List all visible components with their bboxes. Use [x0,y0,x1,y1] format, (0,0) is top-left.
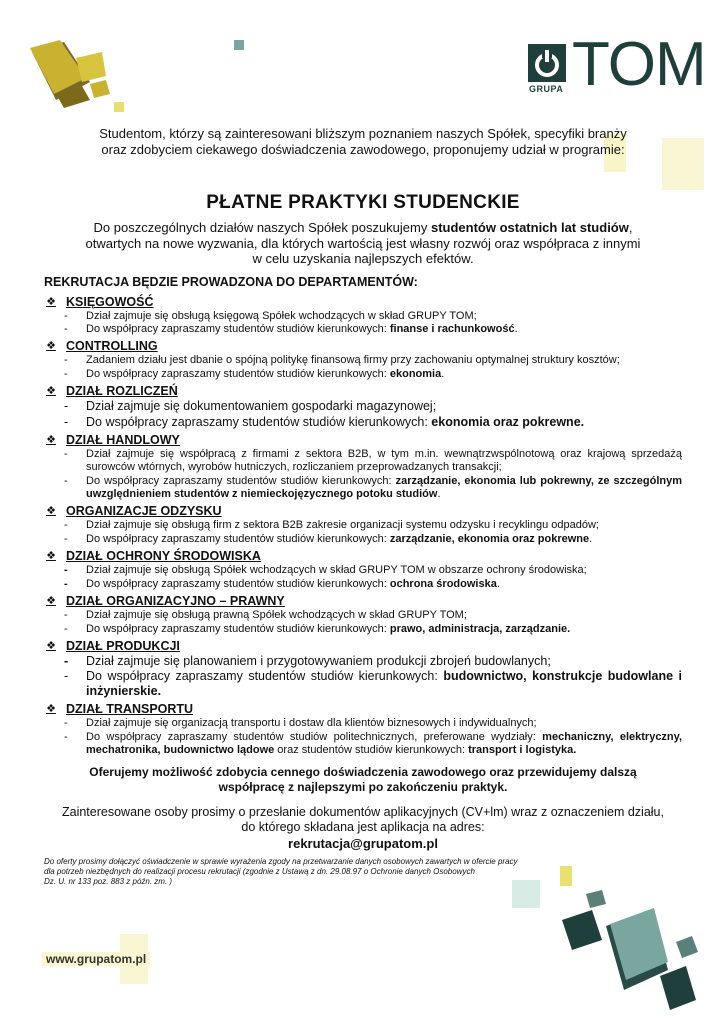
logo-subtext: GRUPA [529,84,564,94]
bullet-text: Do współpracy zapraszamy studentów studiów kierunkowych: [86,532,390,545]
list-item: - Dział zajmuje się obsługą prawną Spółek wchodzących w skład GRUPY TOM; [44,609,682,622]
bullet-mid: oraz studentów studiów kierunkowych: [274,744,469,757]
list-item: - Do współpracy zapraszamy studentów studiów kierunkowych: ekonomia oraz pokrewne. [64,414,585,429]
note-line-2: dla potrzeb niezbędnych do realizacji procesu rekrutacji (zgodnie z Ustawą z dn. 29.08.97 o Ochronie danych Osobowych [44,867,475,877]
section-title: DZIAŁ PRODUKCJI [66,638,180,653]
list-item: - Do współpracy zapraszamy studentów studiów kierunkowych: budownictwo, konstrukcje budowlane i inżynierskie. [64,669,682,699]
section-dzial-produkcji [44,639,682,700]
bullet-text: Do współpracy zapraszamy studentów studiów kierunkowych: [86,577,390,590]
section-heading [44,549,682,564]
section-controlling [44,339,682,381]
bullet-text: Dział zajmuje się obsługą firm z sektora B2B zakresie organizacji systemu odzysku i recyklingu odpadów; [86,519,599,532]
list-item: - Dział zajmuje się organizacją transportu i dostaw dla klientów biznesowych i indywidualnych; [44,717,682,730]
list-item: - Dział zajmuje się planowaniem i przygotowywaniem produkcji zbrojeń budowlanych; [44,654,682,669]
contact-line-1: Zainteresowane osoby prosimy o przesłanie dokumentów aplikacyjnych (CV+lm) wraz z oznaczeniem działu, [61,805,664,820]
bullet-text: Dział zajmuje się obsługą księgową Spółek wchodzących w skład GRUPY TOM; [86,309,477,322]
list-item: - Dział zajmuje się obsługą Spółek wchodzących w skład GRUPY TOM w obszarze ochrony środowiska; [44,564,682,577]
section-heading [44,639,682,654]
bullet-text: Do współpracy zapraszamy studentów studiów kierunkowych: [86,368,390,381]
list-item: - Zadaniem działu jest dbanie o spójną politykę finansową firmy przy zachowaniu optymalnej struktury kosztów; [44,354,682,367]
section-organizacje-odzysku [44,504,682,546]
bullet-text: Do współpracy zapraszamy studentów studiów kierunkowych: [86,669,444,684]
list-item: - Do współpracy zapraszamy studentów studiów politechnicznych, preferowane wydziały: mechaniczny, elektryczny, mechatronika, budownictwo lądowe oraz studentów studiów kierunkowych: transport i logistyka. [64,731,683,757]
section-heading [44,433,682,448]
section-title: DZIAŁ ORGANIZACYJNO – PRAWNY [66,593,285,608]
decorative-tiles-bottom-right [556,890,704,1020]
bullet-bold: zarządzanie, ekonomia oraz pokrewne [389,532,590,545]
section-title: ORGANIZACJE ODZYSKU [66,504,222,519]
section-heading [44,339,682,354]
document-body [44,126,682,887]
bullet-end: . [437,487,441,500]
list-item: - Dział zajmuje się dokumentowaniem gospodarki magazynowej; [44,399,682,414]
lead-text [44,220,682,267]
logo-mark-icon [528,44,566,82]
bullet-text: Do współpracy zapraszamy studentów studiów kierunkowych: [86,622,390,635]
bullet-end: . [589,532,593,545]
intro-text [44,126,682,158]
diamond-bullet-icon: ❖ [46,594,56,607]
bullet-text: Zadaniem działu jest dbanie o spójną politykę finansową firmy przy zachowaniu optymalnej struktury kosztów; [86,354,620,367]
bullet-end: . [496,577,500,590]
bullet-end: . [441,368,445,381]
list-item: - Dział zajmuje się obsługą firm z sektora B2B zakresie organizacji systemu odzysku i recyklingu odpadów; [44,519,682,532]
contact-email-link[interactable]: rekrutacja@grupatom.pl [288,836,438,852]
section-heading [44,295,682,310]
intro-line-2: oraz zdobyciem ciekawego doświadczenia zawodowego, proponujemy udział w programie: [101,142,625,157]
list-item: - Do współpracy zapraszamy studentów studiów kierunkowych: zarządzanie, ekonomia oraz pokrewne. [64,532,593,545]
bullet-bold: prawo, administracja, zarządzanie. [389,622,571,635]
offer-text [44,765,682,795]
bullet-text: Do współpracy zapraszamy studentów studiów politechnicznych, preferowane wydziały: [86,731,543,744]
section-title: KSIĘGOWOŚĆ [66,294,154,309]
lead-part-e: w celu uzyskania najlepszych efektów. [252,251,474,266]
offer-line-2: współpracę z najlepszymi po zakończeniu praktyk. [218,780,508,795]
lead-part-a: Do poszczególnych działów naszych Spółek poszukujemy [93,220,431,235]
diamond-bullet-icon: ❖ [46,340,56,353]
teal-square-decor [234,40,244,50]
gold-tile-icon [30,40,124,112]
diamond-bullet-icon: ❖ [46,505,56,518]
bullet-bold: mechaniczny, elektryczny, mechatronika, budownictwo lądowe [86,731,683,757]
bullet-text: Dział zajmuje się obsługą prawną Spółek wchodzących w skład GRUPY TOM; [86,608,467,621]
intro-line-1: Studentom, którzy są zainteresowani bliższym poznaniem naszych Spółek, specyfiki branży [99,126,627,141]
list-item: - Do współpracy zapraszamy studentów studiów kierunkowych: ekonomia. [64,368,445,381]
lead-part-bold: studentów ostatnich lat studiów [430,220,629,235]
section-title: DZIAŁ ROZLICZEŃ [66,384,178,399]
section-title: DZIAŁ OCHRONY ŚRODOWISKA [66,549,261,564]
bullet-text: Do współpracy zapraszamy studentów studiów kierunkowych: [86,323,390,336]
diamond-bullet-icon: ❖ [46,703,56,716]
note-line-1: Do oferty prosimy dołączyć oświadczenie w sprawie wyrażenia zgody na przetwarzanie danych osobowych zawartych w ofercie pracy [44,857,518,867]
note-line-3: Dz. U. nr 133 poz. 883 z późn. zm. ) [44,877,173,887]
list-item: - Do współpracy zapraszamy studentów studiów kierunkowych: zarządzanie, ekonomia lub pokrewny, ze szczególnym uwzględnieniem studentów z niemieckojęzycznego potoku studiów. [64,474,682,500]
bullet-text: Do współpracy zapraszamy studentów studiów kierunkowych: [86,414,432,429]
contact-line-2: do którego składana jest aplikacja na adres: [241,820,485,835]
departments-heading: REKRUTACJA BĘDZIE PROWADZONA DO DEPARTAMENTÓW: [44,274,418,289]
contact-text [44,805,682,835]
diamond-bullet-icon: ❖ [46,385,56,398]
offer-line-1: Oferujemy możliwość zdobycia cennego doświadczenia zawodowego oraz przewidujemy dalszą [89,765,637,780]
list-item: - Do współpracy zapraszamy studentów studiów kierunkowych: ochrona środowiska. [64,577,500,590]
bullet-bold: ekonomia [389,368,442,381]
list-item: - Do współpracy zapraszamy studentów studiów kierunkowych: finanse i rachunkowość. [64,323,518,336]
diamond-bullet-icon: ❖ [46,639,56,652]
section-ksiegowosc [44,295,682,337]
website-link[interactable]: www.grupatom.pl [42,952,150,966]
bullet-text: Dział zajmuje się organizacją transportu i dostaw dla klientów biznesowych i indywidualnych; [86,717,537,730]
decorative-tiles-top-left [26,38,138,120]
bullet-bold: finanse i rachunkowość [389,323,515,336]
bullet-text: Dział zajmuje się obsługą Spółek wchodzących w skład GRUPY TOM w obszarze ochrony środowiska; [86,564,587,577]
bullet-text: Dział zajmuje się współpracą z firmami z sektora B2B, w tym m.in. wewnątrzwspólnotową oraz krajową sprzedażą surowców wtórnych, wyrobów hutniczych, rozliczaniem przeprowadzanych transakcji; [86,447,682,474]
list-item: - Do współpracy zapraszamy studentów studiów kierunkowych: prawo, administracja, zarządzanie. [64,622,571,635]
logo-text: TOM [572,30,706,99]
page-title: PŁATNE PRAKTYKI STUDENCKIE [206,192,520,213]
bullet-bold: zarządzanie, ekonomia lub pokrewny, ze szczególnym uwzględnieniem studentów z niemieckojęzycznego potoku studiów [86,474,682,500]
section-heading [44,504,682,519]
bullet-text: Do współpracy zapraszamy studentów studiów kierunkowych: [86,474,396,487]
bullet-bold-2: transport i logistyka. [468,744,577,757]
legal-note [44,857,604,887]
bullet-end: . [514,323,518,336]
diamond-bullet-icon: ❖ [46,433,56,446]
section-title: DZIAŁ TRANSPORTU [66,702,194,717]
bullet-text: Dział zajmuje się planowaniem i przygotowywaniem produkcji zbrojeń budowlanych; [86,653,551,668]
section-dzial-organizacyjno-prawny [44,594,682,636]
section-dzial-handlowy [44,433,682,501]
diamond-bullet-icon: ❖ [46,550,56,563]
diamond-bullet-icon: ❖ [46,295,56,308]
section-title: CONTROLLING [66,339,158,354]
bullet-bold: budownictwo, konstrukcje budowlane i inżynierskie. [86,669,682,699]
bullet-bold: ochrona środowiska [389,577,497,590]
section-heading [44,702,682,717]
section-dzial-rozliczen [44,384,682,430]
list-item: - Dział zajmuje się obsługą księgową Spółek wchodzących w skład GRUPY TOM; [44,310,682,323]
section-title: DZIAŁ HANDLOWY [66,432,180,447]
teal-tile-icon [562,890,698,1010]
section-heading [44,384,682,399]
list-item: - Dział zajmuje się współpracą z firmami z sektora B2B, w tym m.in. wewnątrzwspólnotową oraz krajową sprzedażą surowców wtórnych, wyrobów hutniczych, rozliczaniem przeprowadzanych transakcji; [64,447,682,474]
bullet-bold: ekonomia oraz pokrewne. [431,414,585,429]
section-dzial-transportu [44,702,682,757]
bullet-text: Dział zajmuje się dokumentowaniem gospodarki magazynowej; [86,399,437,414]
lead-part-d: otwartych na nowe wyzwania, dla których wartością jest własny rozwój oraz współpraca z innymi [85,235,641,251]
lead-part-c: , [628,220,633,235]
section-dzial-ochrony-srodowiska [44,549,682,591]
section-heading [44,594,682,609]
